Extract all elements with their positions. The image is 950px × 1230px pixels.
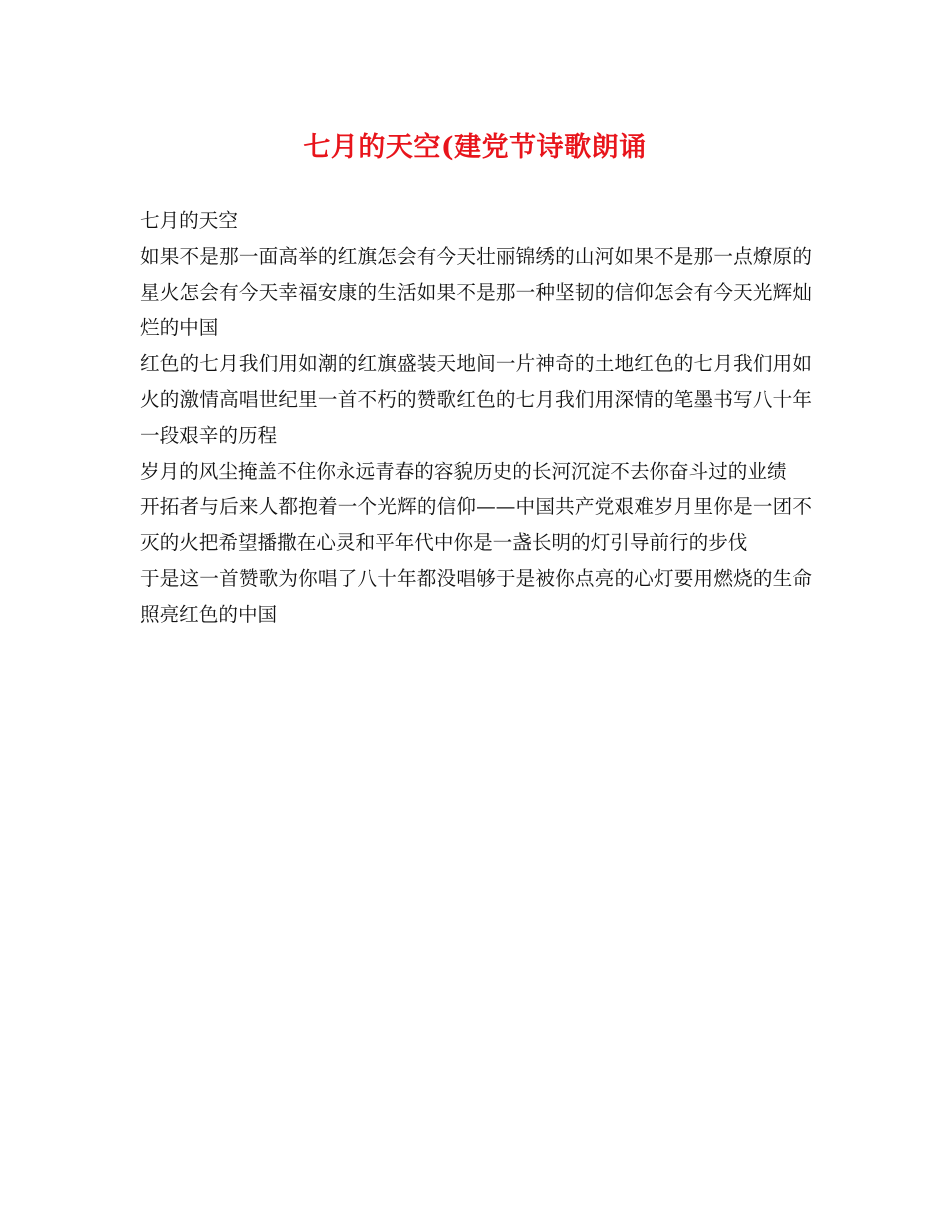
paragraph: 如果不是那一面高举的红旗怎会有今天壮丽锦绣的山河如果不是那一点燎原的星火怎会有今天幸福安康的生活如果不是那一种坚韧的信仰怎会有今天光辉灿烂的中国 [140, 244, 812, 340]
paragraph: 岁月的风尘掩盖不住你永远青春的容貌历史的长河沉淀不去你奋斗过的业绩 [140, 459, 787, 483]
document-body [140, 203, 812, 633]
paragraph-subtitle: 七月的天空 [140, 209, 238, 232]
document-title: 七月的天空(建党节诗歌朗诵 [303, 132, 647, 163]
paragraph: 于是这一首赞歌为你唱了八十年都没唱够于是被你点亮的心灯要用燃烧的生命照亮红色的中国 [140, 566, 812, 626]
paragraph: 红色的七月我们用如潮的红旗盛装天地间一片神奇的土地红色的七月我们用如火的激情高唱世纪里一首不朽的赞歌红色的七月我们用深情的笔墨书写八十年一段艰辛的历程 [140, 352, 812, 447]
paragraph: 开拓者与后来人都抱着一个光辉的信仰——中国共产党艰难岁月里你是一团不灭的火把希望播撒在心灵和平年代中你是一盏长明的灯引导前行的步伐 [140, 495, 812, 555]
